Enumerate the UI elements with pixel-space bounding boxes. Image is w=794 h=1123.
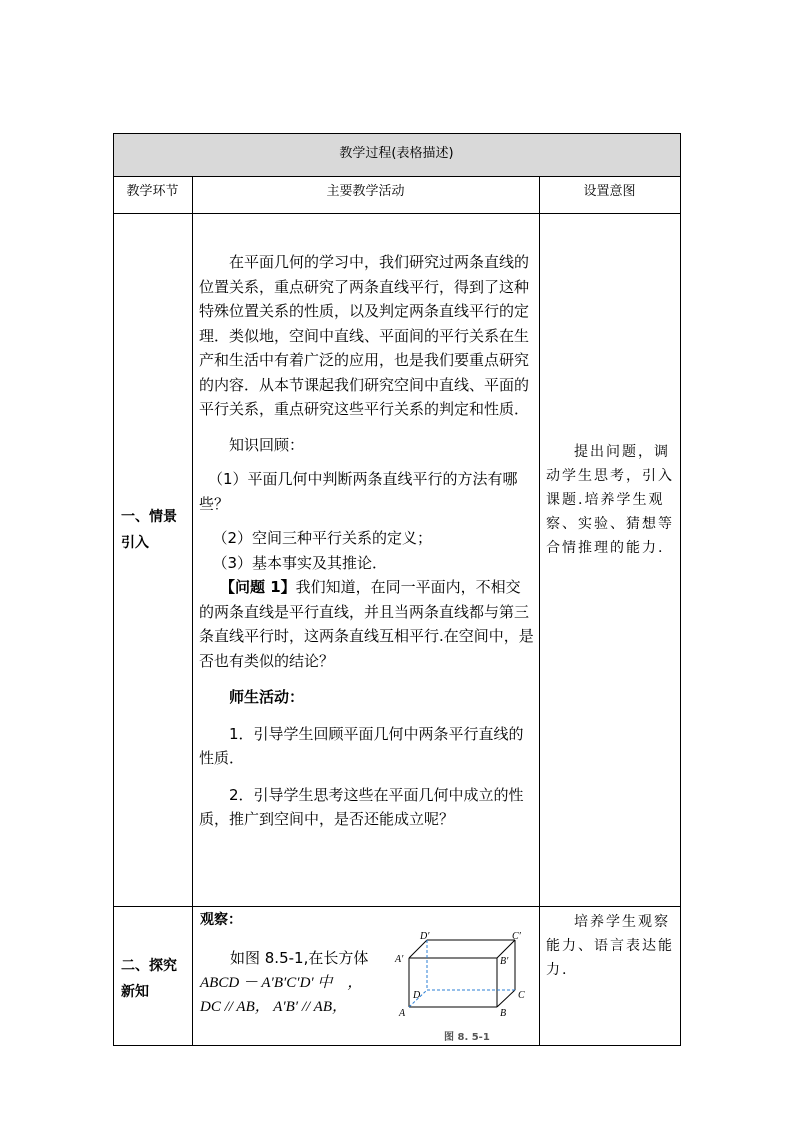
label-B1: B′ (500, 956, 509, 967)
review-q3: （3）基本事实及其推论． (212, 553, 388, 572)
review-title: 知识回顾： (229, 435, 305, 454)
figure-caption: 图 8. 5-1 (444, 1032, 490, 1043)
activity-1 (199, 250, 535, 832)
observe-line-2: ABCD － A′B′C′D′ 中 ， (200, 974, 363, 991)
activity-title: 师生活动： (229, 688, 305, 706)
stage-1 (121, 504, 191, 556)
intent-2: 培养学生观察能力、语言表达能力. (546, 914, 674, 978)
label-D: D (413, 990, 421, 1001)
header-activity: 主要教学活动 (326, 184, 405, 199)
header-intent: 设置意图 (583, 184, 636, 199)
observe-line-1: 如图 8.5-1,在长方体 (230, 949, 369, 967)
header-stage: 教学环节 (126, 184, 179, 199)
problem-1-text: 我们知道，在同一平面内，不相交的两条直线是平行直线，并且当两条直线都与第三条直线平行时，这两条直线互相平行.在空间中，是否也有类似的结论？ (199, 578, 534, 670)
problem-1-tag: 【问题 1】 (220, 578, 296, 596)
review-q2: （2）空间三种平行关系的定义； (212, 529, 433, 547)
label-D1: D′ (420, 931, 430, 942)
intro-paragraph: 在平面几何的学习中，我们研究过两条直线的位置关系，重点研究了两条直线平行，得到了这种特殊位置关系的性质，以及判定两条直线平行的定理．类似地，空间中直线、平面间的平行关系在生产和生活中有着广泛的应用，也是我们要重点研究的内容．从本节课起我们研究空间中直线、平面的平行关系，重点研究这些平行关系的判定和性质． (199, 253, 530, 418)
stage-2-line2: 新知 (121, 984, 149, 1000)
label-C1: C′ (512, 931, 521, 942)
label-A1: A′ (395, 954, 404, 965)
intent-1: 提出问题，调动学生思考，引入课题.培养学生观察、实验、猜想等合情推理的能力. (546, 444, 674, 556)
activity-step-2: 2．引导学生思考这些在平面几何中成立的性质，推广到空间中，是否还能成立呢？ (199, 785, 524, 828)
stage-1-line2: 引入 (121, 535, 149, 551)
observe-title: 观察： (200, 912, 242, 928)
table-title: 教学过程(表格描述) (339, 146, 454, 161)
label-B: B (500, 1008, 507, 1019)
stage-2 (121, 953, 191, 1005)
label-A: A (399, 1008, 406, 1019)
problem-1 (199, 575, 535, 673)
activity-step-1: 1．引导学生回顾平面几何中两条平行直线的性质． (199, 724, 524, 767)
observe-text (200, 946, 410, 1020)
review-q1: （1）平面几何中判断两条直线平行的方法有哪些？ (199, 470, 518, 513)
stage-2-line1: 二、探究 (121, 958, 177, 974)
cuboid-figure (392, 928, 538, 1046)
stage-1-line1: 一、情景 (121, 509, 177, 525)
label-C: C (518, 990, 525, 1001)
observe-line-3: DC // AB， A′B′ // AB， (200, 999, 347, 1015)
